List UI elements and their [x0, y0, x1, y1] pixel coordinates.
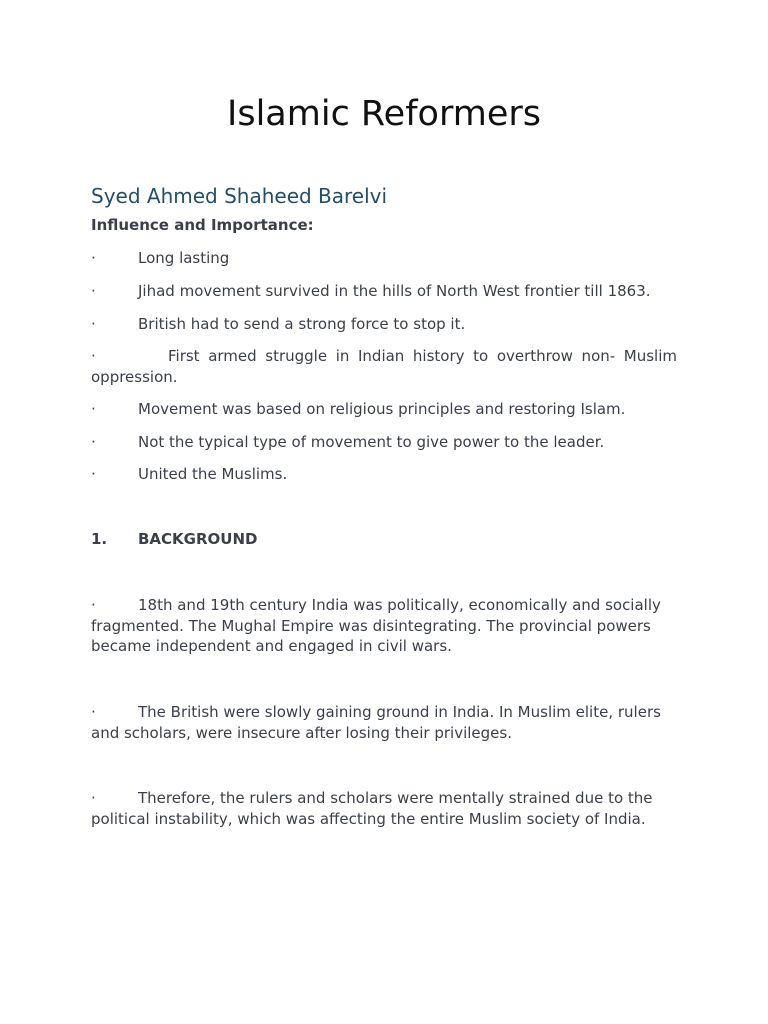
- list-item: [91, 346, 677, 387]
- bullet-marker: ·: [91, 249, 96, 267]
- list-item-text: Not the typical type of movement to give power to the leader.: [138, 433, 605, 451]
- bullet-marker: ·: [91, 315, 96, 333]
- list-item-text: Movement was based on religious principles and restoring Islam.: [138, 400, 626, 418]
- list-item: [91, 464, 677, 485]
- bullet-marker: ·: [91, 596, 96, 614]
- section-subtitle: Syed Ahmed Shaheed Barelvi: [91, 184, 388, 208]
- bullet-marker: ·: [91, 465, 96, 483]
- page-title: Islamic Reformers: [227, 94, 541, 134]
- list-item-text: Jihad movement survived in the hills of North West frontier till 1863.: [138, 282, 651, 300]
- list-item: [91, 281, 677, 302]
- section-number: 1.: [91, 530, 108, 548]
- paragraph-item: [91, 595, 677, 657]
- paragraph-item: [91, 788, 677, 829]
- bullet-marker: ·: [91, 400, 96, 418]
- bullet-marker: ·: [91, 433, 96, 451]
- paragraph-text: The British were slowly gaining ground in India. In Muslim elite, rulers and scholars, were insecure after losing their privileges.: [91, 703, 661, 742]
- paragraph-text: Therefore, the rulers and scholars were mentally strained due to the political instability, which was affecting the entire Muslim society of India.: [91, 789, 653, 828]
- list-item-text: British had to send a strong force to stop it.: [138, 315, 466, 333]
- bullet-marker: ·: [91, 282, 96, 300]
- bullet-marker: ·: [91, 703, 96, 721]
- list-item: [91, 399, 677, 420]
- list-item-text: Long lasting: [138, 249, 230, 267]
- section-heading: [91, 529, 257, 549]
- list-item: [91, 314, 677, 335]
- section-heading-text: BACKGROUND: [138, 530, 258, 548]
- bullet-marker: ·: [91, 347, 96, 365]
- list-item: [91, 432, 677, 453]
- paragraph-text: 18th and 19th century India was politically, economically and socially fragmented. The Mughal Empire was disintegrating. The provincial powers became independent and engaged in civil wars.: [91, 596, 661, 655]
- list-item-text: United the Muslims.: [138, 465, 288, 483]
- list-item-text: First armed struggle in Indian history to overthrow non- Muslim oppression.: [91, 347, 677, 386]
- paragraph-item: [91, 702, 677, 743]
- influence-heading: Influence and Importance:: [91, 216, 314, 234]
- bullet-marker: ·: [91, 789, 96, 807]
- list-item: [91, 248, 677, 269]
